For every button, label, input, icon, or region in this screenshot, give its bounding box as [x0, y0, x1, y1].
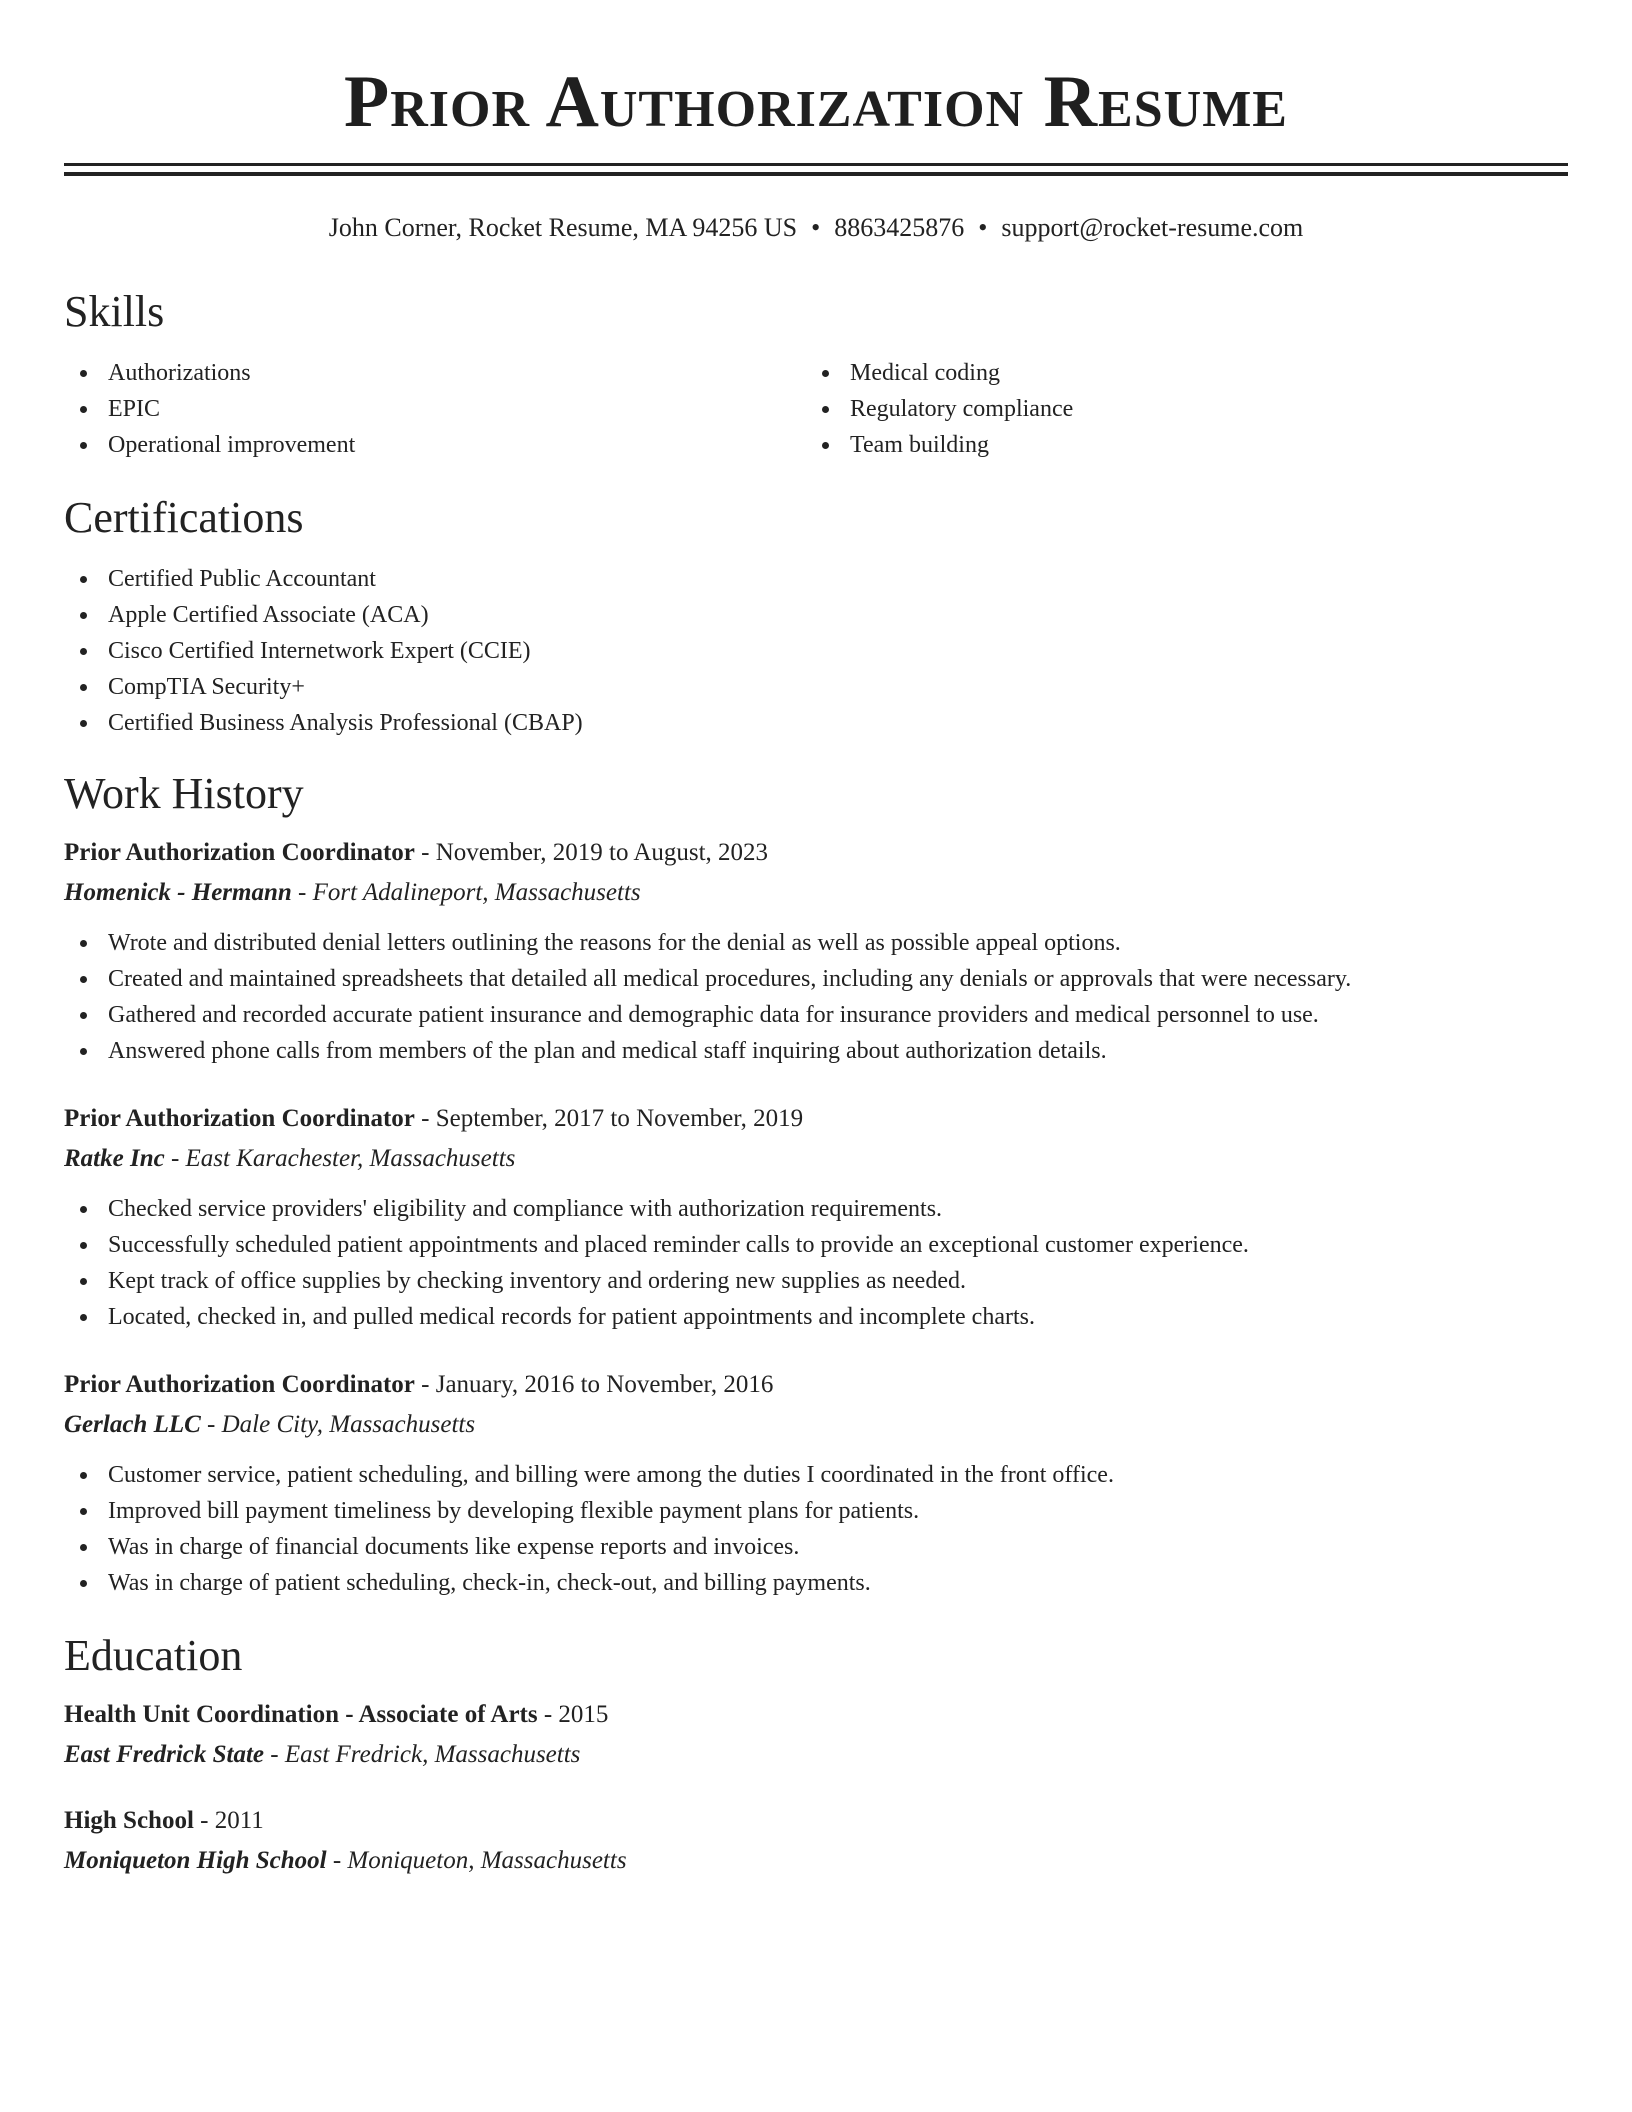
education-entry [64, 1803, 1568, 1879]
job-company-line [64, 1407, 1568, 1443]
job-company-line [64, 875, 1568, 911]
contact-email: support@rocket-resume.com [1001, 213, 1304, 242]
job-bullet: Improved bill payment timeliness by developing flexible payment plans for patients. [64, 1493, 1568, 1529]
job-dates: - September, 2017 to November, 2019 [414, 1105, 804, 1132]
education-location: - Moniqueton, Massachusetts [326, 1847, 627, 1874]
education-degree: Health Unit Coordination - Associate of Arts [64, 1701, 538, 1728]
skills-list-right [806, 355, 1548, 463]
job-title-line [64, 1101, 1568, 1137]
education-degree: High School [64, 1807, 194, 1834]
skill-item: Team building [806, 427, 1548, 463]
job-bullet: Customer service, patient scheduling, and billing were among the duties I coordinated in the front office. [64, 1457, 1568, 1493]
education-location: - East Fredrick, Massachusetts [264, 1741, 581, 1768]
title-divider-top [64, 163, 1568, 166]
education-year: - 2011 [193, 1807, 264, 1834]
education-degree-line [64, 1803, 1568, 1839]
work-history-heading: Work History [64, 769, 304, 818]
certification-item: CompTIA Security+ [64, 669, 1568, 705]
education-school-line [64, 1737, 1568, 1773]
certification-item: Cisco Certified Internetwork Expert (CCIE) [64, 633, 1568, 669]
contact-address: John Corner, Rocket Resume, MA 94256 US [328, 213, 798, 242]
job-title: Prior Authorization Coordinator [64, 839, 415, 866]
certification-item: Certified Business Analysis Professional (CBAP) [64, 705, 1568, 741]
education-school-line [64, 1843, 1568, 1879]
job-location: - Dale City, Massachusetts [200, 1411, 476, 1438]
job-location: - East Karachester, Massachusetts [164, 1145, 516, 1172]
contact-phone: 8863425876 [834, 213, 965, 242]
job-bullets [64, 925, 1568, 1069]
certification-item: Certified Public Accountant [64, 561, 1568, 597]
skills-list-left [64, 355, 806, 463]
job-bullet: Kept track of office supplies by checking inventory and ordering new supplies as needed. [64, 1263, 1568, 1299]
job-entry [64, 835, 1568, 1069]
resume-content [64, 0, 1568, 1879]
job-dates: - January, 2016 to November, 2016 [414, 1371, 774, 1398]
job-bullet: Gathered and recorded accurate patient insurance and demographic data for insurance providers and medical personnel to use. [64, 997, 1568, 1033]
certifications-heading: Certifications [64, 493, 304, 542]
job-company-line [64, 1141, 1568, 1177]
job-title: Prior Authorization Coordinator [64, 1105, 415, 1132]
job-bullet: Was in charge of financial documents like expense reports and invoices. [64, 1529, 1568, 1565]
job-title: Prior Authorization Coordinator [64, 1371, 415, 1398]
job-title-line [64, 835, 1568, 871]
job-company: Homenick - Hermann [64, 879, 292, 906]
education-degree-line [64, 1697, 1568, 1733]
job-bullet: Located, checked in, and pulled medical records for patient appointments and incomplete charts. [64, 1299, 1568, 1335]
education-entry [64, 1697, 1568, 1773]
job-dates: - November, 2019 to August, 2023 [414, 839, 769, 866]
title-divider-bottom [64, 172, 1568, 176]
job-bullet: Created and maintained spreadsheets that detailed all medical procedures, including any denials or approvals that were necessary. [64, 961, 1568, 997]
page-title: Prior Authorization Resume [344, 61, 1288, 143]
skills-heading: Skills [64, 287, 165, 336]
education-school: Moniqueton High School [64, 1847, 327, 1874]
job-location: - Fort Adalineport, Massachusetts [291, 879, 641, 906]
job-bullets [64, 1191, 1568, 1335]
job-bullet: Successfully scheduled patient appointments and placed reminder calls to provide an exceptional customer experience. [64, 1227, 1568, 1263]
job-entry [64, 1101, 1568, 1335]
skill-item: Operational improvement [64, 427, 806, 463]
contact-line [64, 211, 1568, 245]
skills-grid [64, 355, 1568, 463]
job-bullet: Was in charge of patient scheduling, check-in, check-out, and billing payments. [64, 1565, 1568, 1601]
education-year: - 2015 [537, 1701, 609, 1728]
job-bullets [64, 1457, 1568, 1601]
job-entry [64, 1367, 1568, 1601]
skill-item: EPIC [64, 391, 806, 427]
job-company: Gerlach LLC [64, 1411, 201, 1438]
job-bullet: Answered phone calls from members of the plan and medical staff inquiring about authorization details. [64, 1033, 1568, 1069]
job-bullet: Checked service providers' eligibility and compliance with authorization requirements. [64, 1191, 1568, 1227]
job-company: Ratke Inc [64, 1145, 165, 1172]
certification-item: Apple Certified Associate (ACA) [64, 597, 1568, 633]
skill-item: Medical coding [806, 355, 1548, 391]
skill-item: Regulatory compliance [806, 391, 1548, 427]
certifications-list [64, 561, 1568, 741]
job-title-line [64, 1367, 1568, 1403]
skill-item: Authorizations [64, 355, 806, 391]
contact-separator: • [978, 213, 988, 242]
contact-separator: • [811, 213, 821, 242]
job-bullet: Wrote and distributed denial letters outlining the reasons for the denial as well as possible appeal options. [64, 925, 1568, 961]
education-school: East Fredrick State [64, 1741, 265, 1768]
education-heading: Education [64, 1631, 243, 1680]
